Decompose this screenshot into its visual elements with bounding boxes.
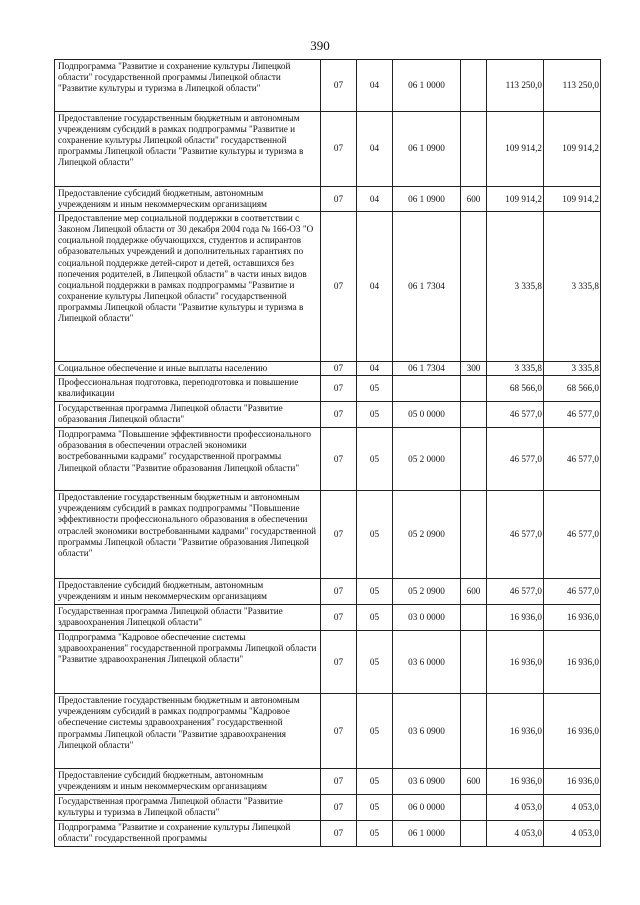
section-code-cell: 07 [321, 212, 357, 362]
expense-type-cell [461, 212, 487, 362]
section-code-cell: 07 [321, 694, 357, 769]
subsection-code-cell: 05 [357, 428, 393, 491]
subsection-code-cell: 04 [357, 212, 393, 362]
expense-type-cell: 600 [461, 579, 487, 605]
expense-type-cell [461, 795, 487, 821]
target-article-cell: 05 0 0000 [393, 402, 461, 428]
row-name-cell: Государственная программа Липецкой области "Развитие здравоохранения Липецкой области" [55, 605, 321, 631]
subsection-code-cell: 04 [357, 187, 393, 212]
target-article-cell: 06 1 0900 [393, 112, 461, 187]
section-code-cell: 07 [321, 605, 357, 631]
amount-cell-2: 113 250,0 [544, 60, 601, 112]
amount-cell-2: 16 936,0 [544, 694, 601, 769]
subsection-code-cell: 05 [357, 491, 393, 579]
row-name-cell: Подпрограмма "Развитие и сохранение культуры Липецкой области" государственной программы Липецкой области "Развитие культуры и туризма в Липецкой области" [55, 60, 321, 112]
target-article-cell: 03 6 0900 [393, 769, 461, 795]
expense-type-cell [461, 821, 487, 847]
section-code-cell: 07 [321, 362, 357, 376]
row-name-cell: Профессиональная подготовка, переподготовка и повышение квалификации [55, 376, 321, 402]
amount-cell: 46 577,0 [487, 491, 544, 579]
amount-cell: 4 053,0 [487, 821, 544, 847]
subsection-code-cell: 04 [357, 362, 393, 376]
table-row [55, 376, 601, 402]
expense-type-cell [461, 376, 487, 402]
row-name-cell: Предоставление мер социальной поддержки в соответствии с Законом Липецкой области от 30 декабря 2004 года № 166-ОЗ "О социальной поддержке обучающихся, студентов и аспирантов образовательных учреждений и дополнительных гарантиях по социальной поддержке детей-сирот и детей, оставшихся без попечения родителей, в Липецкой области" в части иных видов социальной поддержки в рамках подпрограммы "Развитие и сохранение культуры Липецкой области" государственной программы Липецкой области "Развитие культуры и туризма в Липецкой области" [55, 212, 321, 362]
table-row [55, 428, 601, 491]
subsection-code-cell: 04 [357, 112, 393, 187]
amount-cell-2: 46 577,0 [544, 402, 601, 428]
table-row [55, 112, 601, 187]
table-row [55, 187, 601, 212]
target-article-cell: 03 6 0900 [393, 694, 461, 769]
section-code-cell: 07 [321, 821, 357, 847]
expense-type-cell [461, 60, 487, 112]
section-code-cell: 07 [321, 795, 357, 821]
table-row [55, 579, 601, 605]
table-row [55, 694, 601, 769]
row-name-cell: Предоставление субсидий бюджетным, автономным учреждениям и иным некоммерческим организациям [55, 187, 321, 212]
expense-type-cell: 600 [461, 769, 487, 795]
section-code-cell: 07 [321, 187, 357, 212]
section-code-cell: 07 [321, 376, 357, 402]
subsection-code-cell: 05 [357, 795, 393, 821]
target-article-cell: 06 1 7304 [393, 212, 461, 362]
amount-cell: 3 335,8 [487, 362, 544, 376]
row-name-cell: Социальное обеспечение и иные выплаты населению [55, 362, 321, 376]
amount-cell: 16 936,0 [487, 769, 544, 795]
amount-cell-2: 109 914,2 [544, 187, 601, 212]
subsection-code-cell: 05 [357, 631, 393, 694]
expense-type-cell [461, 428, 487, 491]
amount-cell: 4 053,0 [487, 795, 544, 821]
amount-cell-2: 68 566,0 [544, 376, 601, 402]
table-row [55, 491, 601, 579]
table-row [55, 212, 601, 362]
expense-type-cell [461, 491, 487, 579]
row-name-cell: Предоставление субсидий бюджетным, автономным учреждениям и иным некоммерческим организациям [55, 769, 321, 795]
row-name-cell: Предоставление государственным бюджетным и автономным учреждениям субсидий в рамках подпрограммы "Развитие и сохранение культуры Липецкой области" государственной программы Липецкой области "Развитие культуры и туризма в Липецкой области" [55, 112, 321, 187]
subsection-code-cell: 05 [357, 579, 393, 605]
table-row [55, 795, 601, 821]
row-name-cell: Подпрограмма "Развитие и сохранение культуры Липецкой области" государственной программы [55, 821, 321, 847]
table-row [55, 821, 601, 847]
amount-cell: 113 250,0 [487, 60, 544, 112]
amount-cell-2: 46 577,0 [544, 491, 601, 579]
target-article-cell: 06 1 0900 [393, 187, 461, 212]
amount-cell-2: 16 936,0 [544, 631, 601, 694]
table-row [55, 769, 601, 795]
section-code-cell: 07 [321, 769, 357, 795]
amount-cell-2: 4 053,0 [544, 821, 601, 847]
section-code-cell: 07 [321, 60, 357, 112]
amount-cell-2: 46 577,0 [544, 428, 601, 491]
row-name-cell: Подпрограмма "Повышение эффективности профессионального образования в обеспечении отраслей экономики востребованными кадрами" государственной программы Липецкой области "Развитие образования Липецкой области" [55, 428, 321, 491]
amount-cell-2: 16 936,0 [544, 769, 601, 795]
subsection-code-cell: 05 [357, 605, 393, 631]
row-name-cell: Предоставление субсидий бюджетным, автономным учреждениям и иным некоммерческим организациям [55, 579, 321, 605]
table-row [55, 631, 601, 694]
budget-table [54, 59, 601, 847]
row-name-cell: Государственная программа Липецкой области "Развитие образования Липецкой области" [55, 402, 321, 428]
page-number: 390 [310, 38, 330, 53]
target-article-cell: 06 1 0000 [393, 60, 461, 112]
expense-type-cell: 300 [461, 362, 487, 376]
section-code-cell: 07 [321, 428, 357, 491]
section-code-cell: 07 [321, 402, 357, 428]
table-row [55, 362, 601, 376]
row-name-cell: Подпрограмма "Кадровое обеспечение системы здравоохранения" государственной программы Липецкой области "Развитие здравоохранения Липецкой области" [55, 631, 321, 694]
table-row [55, 402, 601, 428]
subsection-code-cell: 04 [357, 60, 393, 112]
amount-cell: 16 936,0 [487, 605, 544, 631]
subsection-code-cell: 05 [357, 821, 393, 847]
subsection-code-cell: 05 [357, 694, 393, 769]
subsection-code-cell: 05 [357, 376, 393, 402]
amount-cell: 16 936,0 [487, 631, 544, 694]
target-article-cell: 05 2 0900 [393, 491, 461, 579]
subsection-code-cell: 05 [357, 402, 393, 428]
target-article-cell: 06 1 0000 [393, 821, 461, 847]
table-row [55, 60, 601, 112]
expense-type-cell [461, 605, 487, 631]
amount-cell-2: 16 936,0 [544, 605, 601, 631]
expense-type-cell [461, 112, 487, 187]
subsection-code-cell: 05 [357, 769, 393, 795]
target-article-cell [393, 376, 461, 402]
amount-cell: 68 566,0 [487, 376, 544, 402]
amount-cell-2: 3 335,8 [544, 212, 601, 362]
amount-cell: 16 936,0 [487, 694, 544, 769]
amount-cell: 46 577,0 [487, 579, 544, 605]
amount-cell: 46 577,0 [487, 402, 544, 428]
amount-cell-2: 109 914,2 [544, 112, 601, 187]
section-code-cell: 07 [321, 112, 357, 187]
expense-type-cell [461, 694, 487, 769]
table-row [55, 605, 601, 631]
amount-cell-2: 4 053,0 [544, 795, 601, 821]
target-article-cell: 06 1 7304 [393, 362, 461, 376]
expense-type-cell: 600 [461, 187, 487, 212]
target-article-cell: 03 6 0000 [393, 631, 461, 694]
amount-cell-2: 3 335,8 [544, 362, 601, 376]
amount-cell-2: 46 577,0 [544, 579, 601, 605]
amount-cell: 46 577,0 [487, 428, 544, 491]
row-name-cell: Предоставление государственным бюджетным и автономным учреждениям субсидий в рамках подпрограммы "Кадровое обеспечение системы здравоохранения" государственной программы Липецкой области "Развитие здравоохранения Липецкой области" [55, 694, 321, 769]
target-article-cell: 06 0 0000 [393, 795, 461, 821]
target-article-cell: 05 2 0000 [393, 428, 461, 491]
target-article-cell: 05 2 0900 [393, 579, 461, 605]
amount-cell: 109 914,2 [487, 187, 544, 212]
expense-type-cell [461, 631, 487, 694]
section-code-cell: 07 [321, 579, 357, 605]
row-name-cell: Государственная программа Липецкой области "Развитие культуры и туризма в Липецкой области" [55, 795, 321, 821]
target-article-cell: 03 0 0000 [393, 605, 461, 631]
amount-cell: 109 914,2 [487, 112, 544, 187]
row-name-cell: Предоставление государственным бюджетным и автономным учреждениям субсидий в рамках подпрограммы "Повышение эффективности профессионального образования в обеспечении отраслей экономики востребованными кадрами" государственной программы Липецкой области "Развитие образования Липецкой области" [55, 491, 321, 579]
amount-cell: 3 335,8 [487, 212, 544, 362]
section-code-cell: 07 [321, 631, 357, 694]
expense-type-cell [461, 402, 487, 428]
section-code-cell: 07 [321, 491, 357, 579]
